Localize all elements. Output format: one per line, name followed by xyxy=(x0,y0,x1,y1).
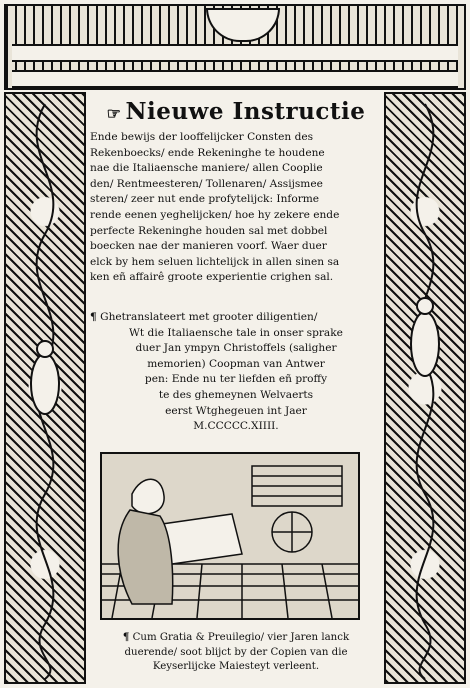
pilcrow-icon: ¶ xyxy=(90,311,97,323)
translation-credits xyxy=(90,310,382,435)
book-title xyxy=(90,98,382,125)
border-band xyxy=(12,44,458,62)
credit-line xyxy=(90,310,382,326)
description-line: steren/ zeer nut ende profytelijck: Informe xyxy=(90,193,320,206)
title-description xyxy=(90,130,382,286)
description-line: perfecte Rekeninghe houden sal met dobbel xyxy=(90,224,328,237)
woodcut-illustration-scholar xyxy=(100,452,360,620)
credit-line: eerst Wtghegeuen int Jaer xyxy=(165,404,307,417)
credit-line-text: Ghetranslateert met grooter diligentien/ xyxy=(100,311,318,323)
description-line: boecken nae der manieren voorf. Waer duer xyxy=(90,240,327,253)
description-line: den/ Rentmeesteren/ Tollenaren/ Assijsmee xyxy=(90,177,323,190)
book-title-text: Nieuwe Instructie xyxy=(125,98,366,125)
credit-line: duer Jan ympyn Christoffels (saligher xyxy=(135,342,337,355)
privilege-line xyxy=(90,630,382,646)
description-line: nae die Italiaensche maniere/ allen Cooplie xyxy=(90,162,323,175)
credit-line: te des ghemeynen Welvaerts xyxy=(158,388,314,401)
description-line: Ende bewijs der looffelijcker Consten des xyxy=(90,131,314,143)
pilcrow-icon: ¶ xyxy=(122,631,130,643)
privilege-line: duerende/ soot blijct by der Copien van die xyxy=(124,646,348,658)
urn-ornament xyxy=(206,8,280,42)
woodcut-pillar-left xyxy=(4,92,86,684)
woodcut-border-top xyxy=(4,4,466,90)
privilege-line: Keyserlijcke Maiesteyt verleent. xyxy=(152,661,320,673)
privilege-notice xyxy=(90,630,382,675)
title-page-content xyxy=(90,94,382,684)
privilege-line-text: Cum Gratia & Preuilegio/ vier Jaren lanck xyxy=(132,632,350,643)
publication-year: M.CCCCC.XIIII. xyxy=(193,420,279,433)
credit-line: memorien) Coopman van Antwer xyxy=(147,357,325,370)
description-line: ken eñ affairê groote experientie crighen sal. xyxy=(90,271,334,284)
woodcut-pillar-right xyxy=(384,92,466,684)
pointing-hand-icon: ☞ xyxy=(106,104,122,123)
description-line: Rekenboecks/ ende Rekeninghe te houdene xyxy=(90,146,325,159)
border-band xyxy=(12,70,458,88)
description-line: elck by hem seluen lichtelijck in allen sinen sa xyxy=(90,255,340,268)
description-line: rende eenen yeghelijcken/ hoe hy zekere ende xyxy=(90,208,340,221)
credit-line: pen: Ende nu ter liefden eñ proffy xyxy=(144,373,328,386)
credit-line: Wt die Italiaensche tale in onser sprake xyxy=(129,326,343,339)
